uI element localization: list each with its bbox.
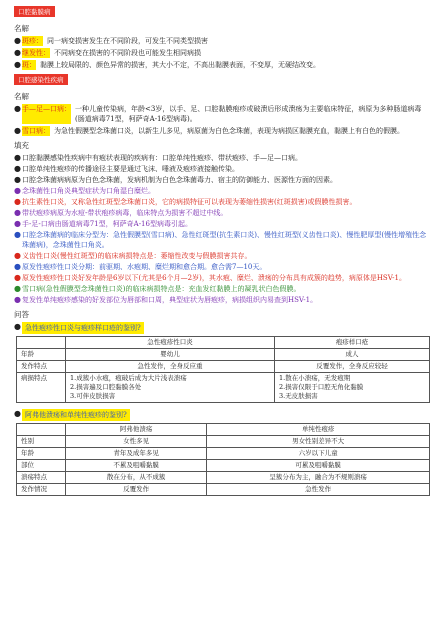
table-cell: 发作情况 [17,484,66,496]
bullet-icon: ● [14,104,21,113]
definition-item [14,48,428,58]
section-header: 口腔黏膜病 [14,6,55,17]
definition-item [14,104,428,124]
table-cell: 不累及咀嚼黏膜 [66,460,207,472]
comparison-table [16,336,430,403]
table-row [17,436,430,448]
fill-item [14,153,428,163]
fill-item [14,208,428,218]
fill-text: 原发性疱疹性口炎好发年龄是6岁以下(尤其是6个月—2岁)，其水疱、糜烂、溃疡的分布具有成簇的趋势，病原体是HSV-1。 [22,274,406,282]
table-cell: 反覆发作，全身反应较轻 [275,361,430,373]
table-cell: 散在分布，从不成簇 [66,472,207,484]
table-header-row [17,424,430,436]
table-cell: 反覆发作 [66,484,207,496]
fill-text: 原发性疱疹性口炎分期：前驱期、水疱期、糜烂期和愈合期。愈合需7—10天。 [22,263,267,271]
table-cell: 1.散在小溃疡，无发疱期 2.损害仅限于口腔无角化黏膜 3.无皮肤损害 [275,373,430,403]
fill-text: 口腔念珠菌病病原为白色念珠菌，发病机制为白色念珠菌毒力、宿主的防御能力、医源性方面的因素。 [22,176,337,184]
bullet-icon: ● [14,60,21,69]
definition-text: 不同病变在损害的不同阶段也可能发生相同病损 [54,49,201,57]
fill-item [14,186,428,196]
bullet-icon: ● [14,48,21,57]
table-cell: 青年及成年多见 [66,448,207,460]
bullet-icon: ● [14,230,21,239]
bullet-icon: ● [14,251,21,260]
section-label: 填充 [14,141,29,150]
comparison-table [16,423,430,496]
fill-text: 念珠菌性口角炎典型症状为口角湿白糜烂。 [22,187,155,195]
bullet-icon: ● [14,273,21,282]
definition-term: 斑： [22,61,36,69]
definition-text: 一种儿童传染病，年龄<3岁，以手、足、口腔黏膜疱疹或破溃后形成溃疡为主要临床特征，病原为多种肠道病毒(肠道病毒71型，柯萨奇A-16型病毒)。 [75,105,422,123]
table-header-cell [17,424,66,436]
table-row [17,460,430,472]
table-cell: 年龄 [17,448,66,460]
definition-term: 雪口病： [22,127,50,135]
table-cell: 婴幼儿 [66,349,275,361]
table-cell: 男女性别差异不大 [207,436,430,448]
bullet-icon: ● [14,208,21,217]
section-label: 名解 [14,24,29,33]
bullet-icon: ● [14,36,21,45]
definition-item [14,126,428,136]
table-cell: 急性发作，全身反应重 [66,361,275,373]
fill-item [14,164,428,174]
table-cell: 溃疡特点 [17,472,66,484]
table-cell: 发作特点 [17,361,66,373]
table-header-cell: 阿弗他溃疡 [66,424,207,436]
table-row [17,472,430,484]
table-cell: 部位 [17,460,66,472]
fill-item [14,219,428,229]
bullet-icon: ● [14,164,21,173]
table-header-cell: 急性疱疹性口炎 [66,337,275,349]
fill-item [14,295,428,305]
bullet-icon: ● [14,175,21,184]
bullet-icon: ● [14,219,21,228]
table-cell: 呈簇分布为主，融合为不规则溃疡 [207,472,430,484]
fill-text: 义齿性口炎(慢性红斑型)的临床病损特点是：萎缩性改变与假膜损害共存。 [22,252,252,260]
section-header: 口腔感染性疾病 [14,74,68,85]
fill-item [14,284,428,294]
fill-item [14,197,428,207]
table-cell: 病损特点 [17,373,66,403]
fill-text: 手-足-口病由肠道病毒71型，柯萨奇A-16型病毒引起。 [22,220,192,228]
definition-term: 继发性： [22,49,50,57]
definition-item [14,60,428,70]
table-cell: 可累及咀嚼黏膜 [207,460,430,472]
bullet-icon: ● [14,186,21,195]
table-header-cell: 单纯性疱疹 [207,424,430,436]
definition-list [14,36,428,70]
fill-text: 口腔念珠菌病的临床分型为：急性假膜型(雪口病)、急性红斑型(抗生素口炎)、慢性红斑型(义齿性口炎)、慢性肥厚型(慢性增殖性念珠菌病)，念珠菌性口角炎。 [22,231,427,249]
fill-text: 抗生素性口炎，又称急性红斑型念珠菌口炎，它的病损特征可以表现为萎缩性损害(红斑损害)或假膜性损害。 [22,198,357,206]
section-label: 问答 [14,310,29,319]
table-cell: 急性发作 [207,484,430,496]
table-row [17,361,430,373]
table-cell: 六岁以下儿童 [207,448,430,460]
fill-list [14,153,428,305]
definition-item [14,36,428,46]
question-label: 急性疱疹性口炎与疱疹样口疮的鉴别? [22,322,144,334]
question-title [14,322,428,334]
bullet-icon: ● [14,284,21,293]
fill-text: 口腔黏膜感染性疾病中有疱状表现的疾病有：口腔单纯性疱疹、带状疱疹、手—足—口病。 [22,154,302,162]
definition-term: 手—足—口病： [22,104,71,124]
bullet-icon: ● [14,409,21,418]
definition-list [14,104,428,136]
table-cell: 女性多见 [66,436,207,448]
bullet-icon: ● [14,295,21,304]
table-row [17,373,430,403]
bullet-icon: ● [14,322,21,331]
table-row [17,484,430,496]
fill-item [14,175,428,185]
question-label: 阿弗他溃疡和单纯性疱疹的鉴别? [22,409,130,421]
table-cell: 1.成簇小水疱，疱破后成为大片浅表溃疡 2.损害遍及口腔黏膜各处 3.可伴皮肤损害 [66,373,275,403]
bullet-icon: ● [14,126,21,135]
fill-text: 复发性单纯疱疹感染的好发部位为唇部和口周，典型症状为唇疱疹，病损组织内易查到HSV-1。 [22,296,318,304]
fill-item [14,230,428,250]
definition-term: 斑疹： [22,37,43,45]
table-header-cell [17,337,66,349]
table-row [17,448,430,460]
fill-item [14,273,428,283]
section-label: 名解 [14,92,29,101]
bullet-icon: ● [14,197,21,206]
table-header-row [17,337,430,349]
fill-text: 雪口病(急性假膜型念珠菌性口炎)的临床病损特点是：充血发红黏膜上的凝乳状白色假膜。 [22,285,301,293]
definition-text: 黏膜上较局限的、颜色异常的损害，其大小不定，不高出黏膜表面，不变厚，无硬结改变。 [40,61,320,69]
table-cell: 成人 [275,349,430,361]
question-title [14,409,428,421]
fill-item [14,262,428,272]
definition-text: 为急性假膜型念珠菌口炎，以新生儿多见，病原菌为白色念珠菌，表现为病损区黏膜充血，黏膜上有白色的假膜。 [54,127,404,135]
fill-item [14,251,428,261]
bullet-icon: ● [14,153,21,162]
table-cell: 性别 [17,436,66,448]
fill-text: 口腔单纯性疱疹的传播途径主要是通过飞沫、唾液及疱疹液接触传染。 [22,165,239,173]
bullet-icon: ● [14,262,21,271]
table-header-cell: 疱疹样口疮 [275,337,430,349]
table-cell: 年龄 [17,349,66,361]
fill-text: 带状疱疹病原为水痘-带状疱疹病毒，临床特点为损害不超过中线。 [22,209,228,217]
definition-text: 同一病变损害发生在不同阶段，可发生不同类型损害 [47,37,208,45]
table-row [17,349,430,361]
